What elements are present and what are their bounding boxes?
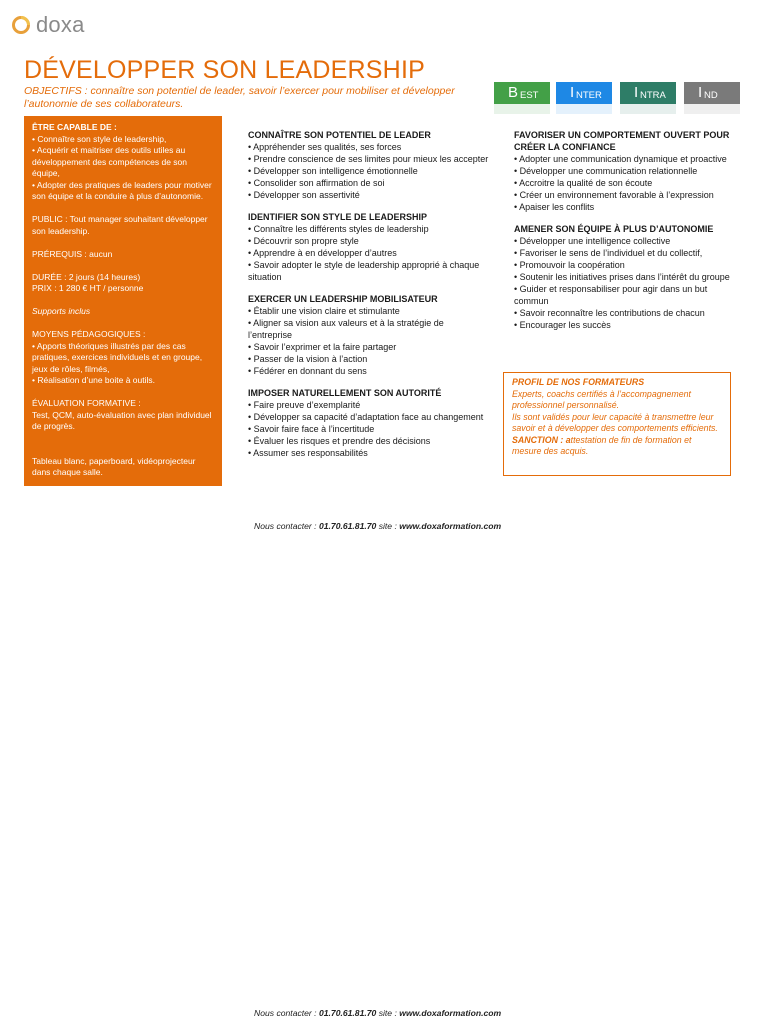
program-column-right: [514, 129, 744, 341]
objectives-text: OBJECTIFS : connaître son potentiel de leader, savoir l’exercer pour mobiliser et développer l’autonomie de ses collaborateurs.: [24, 85, 455, 110]
section-item: • Développer une communication relationnelle: [514, 166, 698, 176]
section-item: • Évaluer les risques et prendre des décisions: [248, 436, 431, 446]
tab-best: B EST: [494, 82, 550, 104]
section-item: situation: [248, 272, 282, 282]
section-heading: AMENER SON ÉQUIPE À PLUS D’AUTONOMIE: [514, 224, 714, 234]
tab-ind-reflection: [684, 104, 740, 114]
sidebar-moyens-item: • Apports théoriques illustrés par des cas pratiques, exercices individuels et en groupe, jeux de rôles, filmés,: [32, 340, 205, 374]
sidebar-goal: • Acquérir et maitriser des outils utiles au développement des compétences de son équipe,: [32, 145, 190, 178]
section-heading: EXERCER UN LEADERSHIP MOBILISATEUR: [248, 294, 438, 304]
program-section: [514, 223, 744, 331]
profile-text: Ils sont validés pour leur capacité à transmettre leur savoir et à développer des comportements efficients.: [512, 411, 718, 433]
page-title: DÉVELOPPER SON LEADERSHIP: [24, 56, 425, 84]
contact-phone[interactable]: 01.70.61.81.70: [318, 521, 377, 531]
section-item: • Fédérer en donnant du sens: [248, 366, 367, 376]
section-heading: CONNAÎTRE SON POTENTIEL DE LEADER: [248, 130, 431, 140]
section-item: • Passer de la vision à l’action: [248, 354, 368, 364]
doxa-logo: [10, 12, 85, 38]
section-item: • Savoir l’exprimer et la faire partager: [248, 342, 397, 352]
section-item: • Encourager les succès: [514, 320, 611, 330]
sidebar-moyens-heading: MOYENS PÉDAGOGIQUES :: [32, 329, 146, 339]
section-item: • Soutenir les initiatives prises dans l’intérêt du groupe: [514, 272, 730, 282]
section-item: • Apprendre à en développer d’autres: [248, 248, 397, 258]
profile-text: Experts, coachs certifiés à l’accompagnement professionnel personnalisé.: [512, 388, 691, 410]
section-item: • Développer son assertivité: [248, 190, 360, 200]
tab-intra: I NTRA: [620, 82, 676, 104]
tab-inter: I NTER: [556, 82, 612, 104]
sidebar-eval: Test, QCM, auto-évaluation avec plan individuel de progrès.: [32, 409, 214, 431]
section-item: • Faire preuve d’exemplarité: [248, 400, 361, 410]
trainer-profile-box: [503, 372, 731, 476]
section-item: • Savoir faire face à l’incertitude: [248, 424, 375, 434]
tab-intra-reflection: [620, 104, 676, 114]
sidebar-goal: • Connaître son style de leadership,: [32, 133, 167, 144]
info-sidebar: [24, 116, 222, 486]
section-heading: IMPOSER NATURELLEMENT SON AUTORITÉ: [248, 388, 442, 398]
section-item: • Adopter une communication dynamique et proactive: [514, 154, 727, 164]
program-section: [248, 293, 498, 377]
section-item: • Découvrir son propre style: [248, 236, 359, 246]
sidebar-prereq: PRÉREQUIS : aucun: [32, 248, 113, 259]
section-item: • Consolider son affirmation de soi: [248, 178, 385, 188]
tab-best-reflection: [494, 104, 550, 114]
section-item: • Prendre conscience de ses limites pour mieux les accepter: [248, 154, 489, 164]
contact-line-footer: Nous contacter : 01.70.61.81.70 site : www.doxaformation.com: [254, 1008, 502, 1018]
sidebar-goal: • Adopter des pratiques de leaders pour motiver son équipe et la conduire à plus d’autonomie.: [32, 179, 215, 201]
sidebar-eval-heading: ÉVALUATION FORMATIVE :: [32, 398, 141, 408]
contact-phone[interactable]: 01.70.61.81.70: [318, 1008, 377, 1018]
section-item: • Savoir reconnaître les contributions de chacun: [514, 308, 705, 318]
logo-text: doxa: [36, 12, 85, 37]
section-item: l’entreprise: [248, 330, 293, 340]
sidebar-equipment: Tableau blanc, paperboard, vidéoprojecteur dans chaque salle.: [32, 455, 198, 477]
program-section: [248, 211, 498, 283]
section-item: • Appréhender ses qualités, ses forces: [248, 142, 402, 152]
section-item: • Accroitre la qualité de son écoute: [514, 178, 653, 188]
sidebar-duration: DURÉE : 2 jours (14 heures): [32, 271, 141, 282]
section-item: • Savoir adopter le style de leadership approprié à chaque: [248, 260, 480, 270]
tab-ind: I ND: [684, 82, 740, 104]
sidebar-moyens-item: • Réalisation d’une boite à outils.: [32, 375, 155, 385]
sidebar-heading: ÊTRE CAPABLE DE :: [32, 122, 117, 132]
section-heading: FAVORISER UN COMPORTEMENT OUVERT POUR CRÉER LA CONFIANCE: [514, 130, 730, 152]
section-item: • Assumer ses responsabilités: [248, 448, 368, 458]
level-tabs: [494, 82, 740, 104]
sidebar-price: PRIX : 1 280 € HT / personne: [32, 283, 144, 293]
tab-inter-reflection: [556, 104, 612, 114]
section-item: • Favoriser le sens de l’individuel et du collectif,: [514, 248, 703, 258]
doxa-logo-icon: [10, 14, 32, 36]
section-item: • Promouvoir la coopération: [514, 260, 625, 270]
sidebar-public: PUBLIC : Tout manager souhaitant développer son leadership.: [32, 214, 210, 236]
section-item: • Connaître les différents styles de leadership: [248, 224, 429, 234]
program-section: [248, 129, 498, 201]
program-section: [248, 387, 498, 459]
profile-sanction: SANCTION : attestation de fin de formation et mesure des acquis.: [512, 434, 692, 456]
contact-line: Nous contacter : 01.70.61.81.70 site : www.doxaformation.com: [254, 521, 502, 531]
program-section: [514, 129, 744, 213]
section-item: • Aligner sa vision aux valeurs et à la stratégie de: [248, 318, 444, 328]
program-column-middle: [248, 129, 498, 469]
section-item: • Développer son intelligence émotionnelle: [248, 166, 418, 176]
section-item: • Guider et responsabiliser pour agir dans un but commun: [514, 284, 708, 306]
contact-website-link[interactable]: www.doxaformation.com: [399, 1008, 502, 1018]
contact-website-link[interactable]: www.doxaformation.com: [399, 521, 502, 531]
profile-heading: PROFIL DE NOS FORMATEURS: [512, 377, 645, 387]
section-item: • Développer une intelligence collective: [514, 236, 671, 246]
sidebar-supports: Supports inclus: [32, 306, 91, 316]
section-item: • Créer un environnement favorable à l’expression: [514, 190, 714, 200]
section-item: • Apaiser les conflits: [514, 202, 595, 212]
section-heading: IDENTIFIER SON STYLE DE LEADERSHIP: [248, 212, 428, 222]
section-item: • Établir une vision claire et stimulante: [248, 306, 400, 316]
section-item: • Développer sa capacité d’adaptation face au changement: [248, 412, 484, 422]
